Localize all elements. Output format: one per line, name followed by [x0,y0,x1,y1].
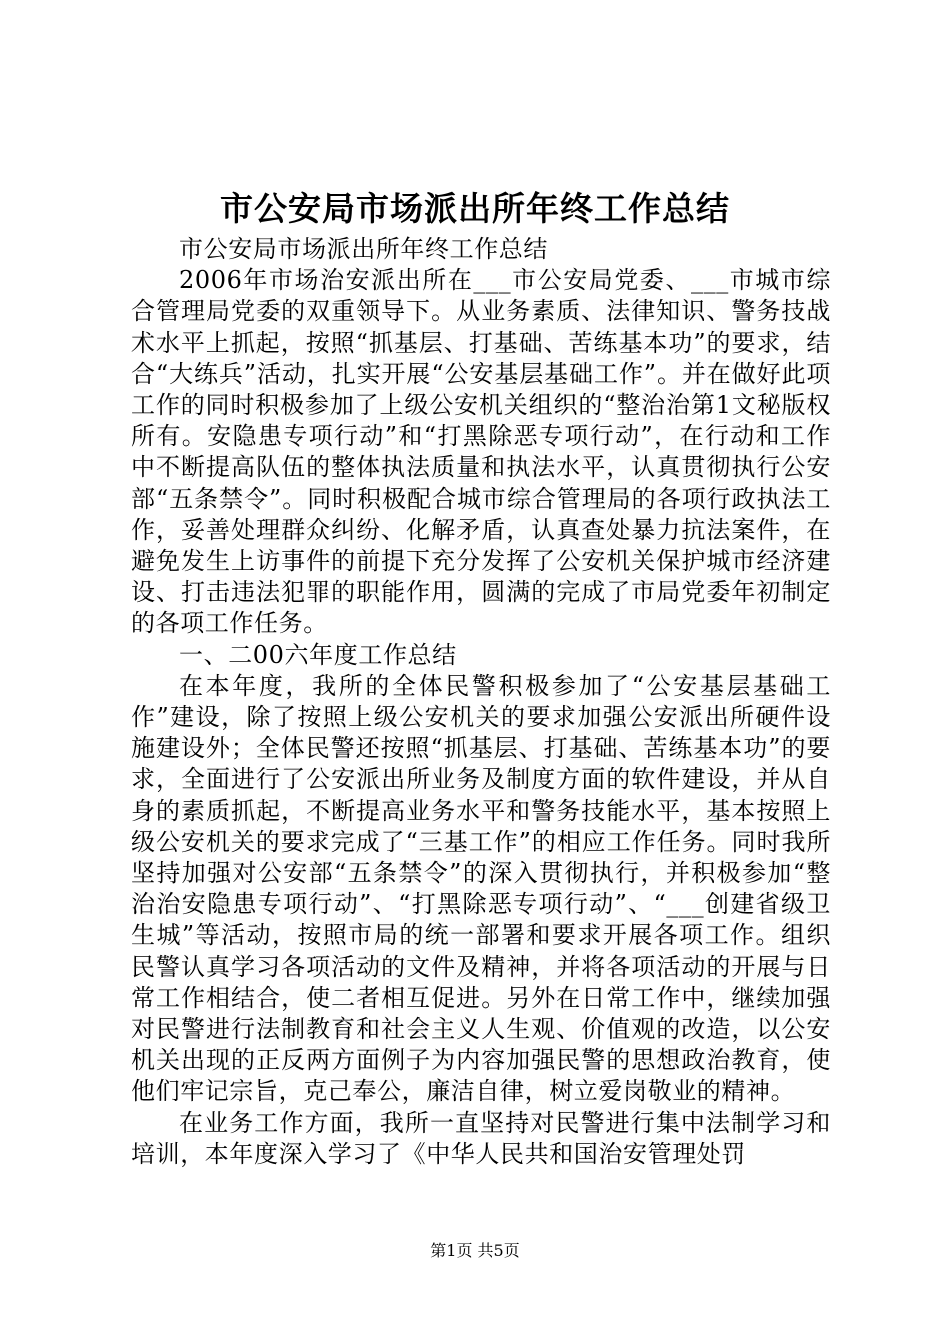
paragraph-business-work: 在业务工作方面，我所一直坚持对民警进行集中法制学习和培训，本年度深入学习了《中华人民共和国治安管理处罚 [131,1108,831,1168]
section-heading: 一、二00六年度工作总结 [179,640,457,669]
paragraph-annual-work: 在本年度，我所的全体民警积极参加了“公安基层基础工作”建设，除了按照上级公安机关的要求加强公安派出所硬件设施建设外；全体民警还按照“抓基层、打基础、苦练基本功”的要求，全面进行了公安派出所业务及制度方面的软件建设，并从自身的素质抓起，不断提高业务水平和警务技能水平，基本按照上级公安机关的要求完成了“三基工作”的相应工作任务。同时我所坚持加强对公安部“五条禁令”的深入贯彻执行，并积极参加“整治治安隐患专项行动”、“打黑除恶专项行动”、“___创建省级卫生城”等活动，按照市局的统一部署和要求开展各项工作。组织民警认真学习各项活动的文件及精神，并将各项活动的开展与日常工作相结合，使二者相互促进。另外在日常工作中，继续加强对民警进行法制教育和社会主义人生观、价值观的改造，以公安机关出现的正反两方面例子为内容加强民警的思想政治教育，使他们牢记宗旨，克己奉公，廉洁自律，树立爱岗敬业的精神。 [131,671,831,1106]
paragraph-intro: 2006年市场治安派出所在___市公安局党委、___市城市综合管理局党委的双重领导下。从业务素质、法律知识、警务技战术水平上抓起，按照“抓基层、打基础、苦练基本功”的要求，结合“大练兵”活动，扎实开展“公安基层基础工作”。并在做好此项工作的同时积极参加了上级公安机关组织的“整治治第1文秘版权所有。安隐患专项行动”和“打黑除恶专项行动”，在行动和工作中不断提高队伍的整体执法质量和执法水平，认真贯彻执行公安部“五条禁令”。同时积极配合城市综合管理局的各项行政执法工作，妥善处理群众纠纷、化解矛盾，认真查处暴力抗法案件，在避免发生上访事件的前提下充分发挥了公安机关保护城市经济建设、打击违法犯罪的职能作用，圆满的完成了市局党委年初制定的各项工作任务。 [131,266,831,638]
document-title: 市公安局市场派出所年终工作总结 [220,189,730,228]
document-body [131,234,831,1170]
paragraph-subtitle: 市公安局市场派出所年终工作总结 [179,235,548,263]
page-footer: 第1页 共5页 [430,1241,520,1260]
